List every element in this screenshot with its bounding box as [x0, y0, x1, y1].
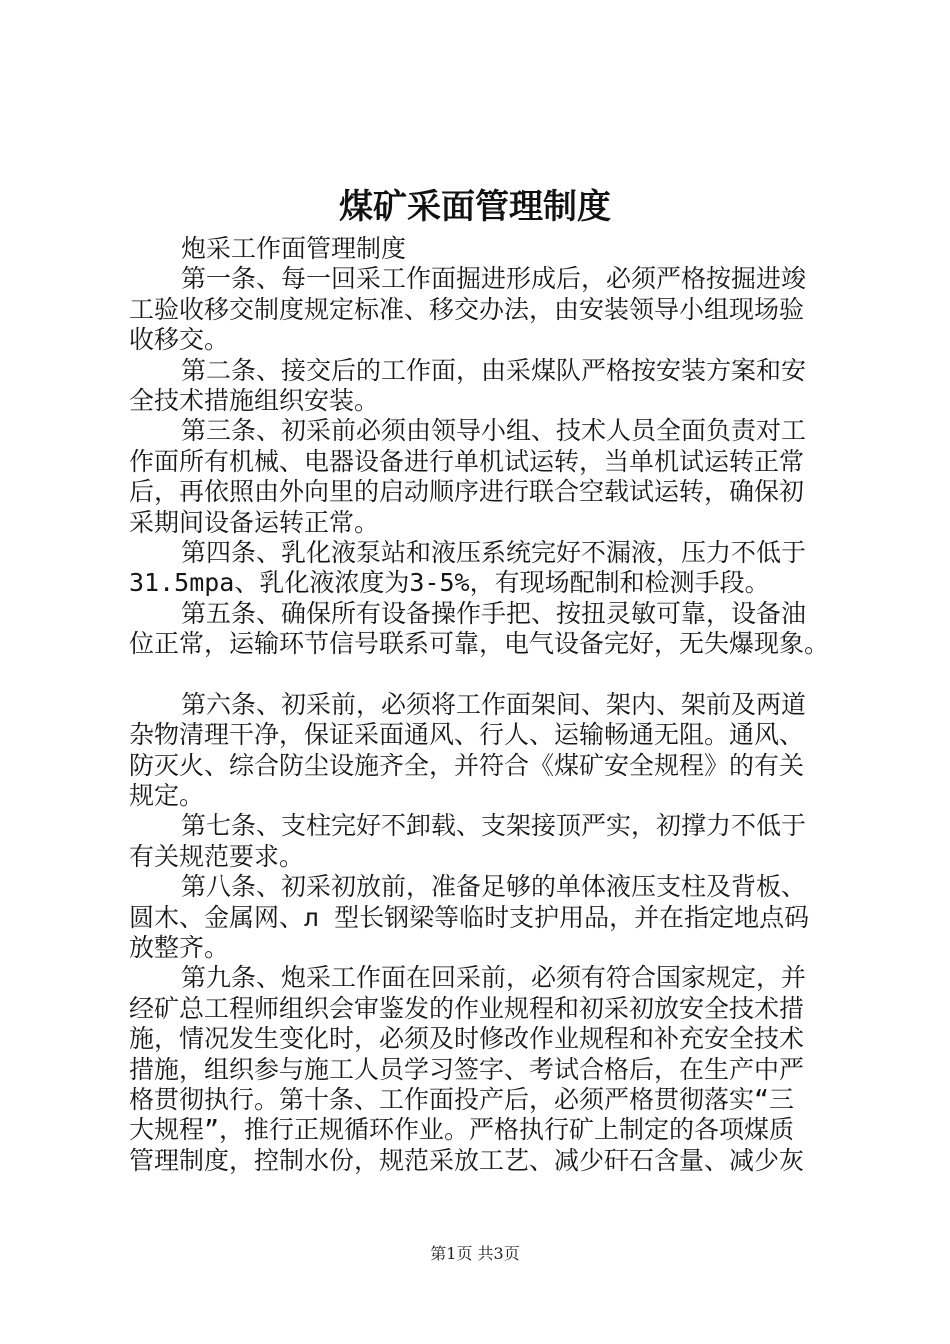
article-6-line-4: 规定。 [129, 781, 205, 811]
article-8-line-2: 圆木、金属网、л 型长钢梁等临时支护用品，并在指定地点码 [129, 902, 810, 932]
article-6-line-3: 防灭火、综合防尘设施齐全，并符合《煤矿安全规程》的有关 [129, 750, 805, 780]
article-10-line-3: 管理制度，控制水份，规范采放工艺、减少矸石含量、减少灰 [129, 1145, 805, 1175]
article-5-line-1: 第五条、确保所有设备操作手把、按扭灵敏可靠，设备油 [181, 598, 807, 628]
page-footer: 第1页 共3页 [430, 1244, 520, 1263]
document-body [129, 234, 831, 1176]
article-9-line-1: 第九条、炮采工作面在回采前，必须有符合国家规定，并 [181, 963, 807, 993]
article-9-line-2: 经矿总工程师组织会审鉴发的作业规程和初采初放安全技术措 [129, 993, 805, 1023]
article-3-line-4: 采期间设备运转正常。 [129, 507, 380, 537]
article-9-line-5: 格贯彻执行。第十条、工作面投产后，必须严格贯彻落实“三 [129, 1084, 795, 1114]
article-7-line-1: 第七条、支柱完好不卸载、支架接顶严实，初撑力不低于 [181, 811, 807, 841]
article-1-line-3: 收移交。 [129, 325, 230, 355]
article-9-line-4: 措施，组织参与施工人员学习签字、考试合格后，在生产中严 [129, 1054, 805, 1084]
article-8-line-3: 放整齐。 [129, 932, 230, 962]
article-9-line-3: 施，情况发生变化时，必须及时修改作业规程和补充安全技术 [129, 1024, 805, 1054]
article-5-line-2: 位正常，运输环节信号联系可靠，电气设备完好，无失爆现象。 [129, 629, 830, 659]
article-1-line-2: 工验收移交制度规定标准、移交办法，由安装领导小组现场验 [129, 294, 805, 324]
article-3-line-1: 第三条、初采前必须由领导小组、技术人员全面负责对工 [181, 416, 807, 446]
article-7-line-2: 有关规范要求。 [129, 841, 305, 871]
article-4-line-1: 第四条、乳化液泵站和液压系统完好不漏液，压力不低于 [181, 537, 807, 567]
article-4-line-2: 31.5mpa、乳化液浓度为3-5%，有现场配制和检测手段。 [129, 568, 770, 598]
article-3-line-3: 后，再依照由外向里的启动顺序进行联合空载试运转，确保初 [129, 477, 805, 507]
article-3-line-2: 作面所有机械、电器设备进行单机试运转，当单机试运转正常 [129, 446, 805, 476]
paragraph-gap [129, 659, 831, 689]
article-10-line-2: 大规程”，推行正规循环作业。严格执行矿上制定的各项煤质 [129, 1115, 795, 1145]
article-1-line-1: 第一条、每一回采工作面掘进形成后，必须严格按掘进竣 [181, 264, 807, 294]
article-2-line-1: 第二条、接交后的工作面，由采煤队严格按安装方案和安 [181, 355, 807, 385]
article-6-line-2: 杂物清理干净，保证采面通风、行人、运输畅通无阻。通风、 [129, 720, 805, 750]
section-heading: 炮采工作面管理制度 [181, 234, 407, 263]
article-2-line-2: 全技术措施组织安装。 [129, 385, 380, 415]
document-title: 煤矿采面管理制度 [339, 187, 611, 227]
article-8-line-1: 第八条、初采初放前，准备足够的单体液压支柱及背板、 [181, 872, 807, 902]
article-6-line-1: 第六条、初采前，必须将工作面架间、架内、架前及两道 [181, 689, 807, 719]
